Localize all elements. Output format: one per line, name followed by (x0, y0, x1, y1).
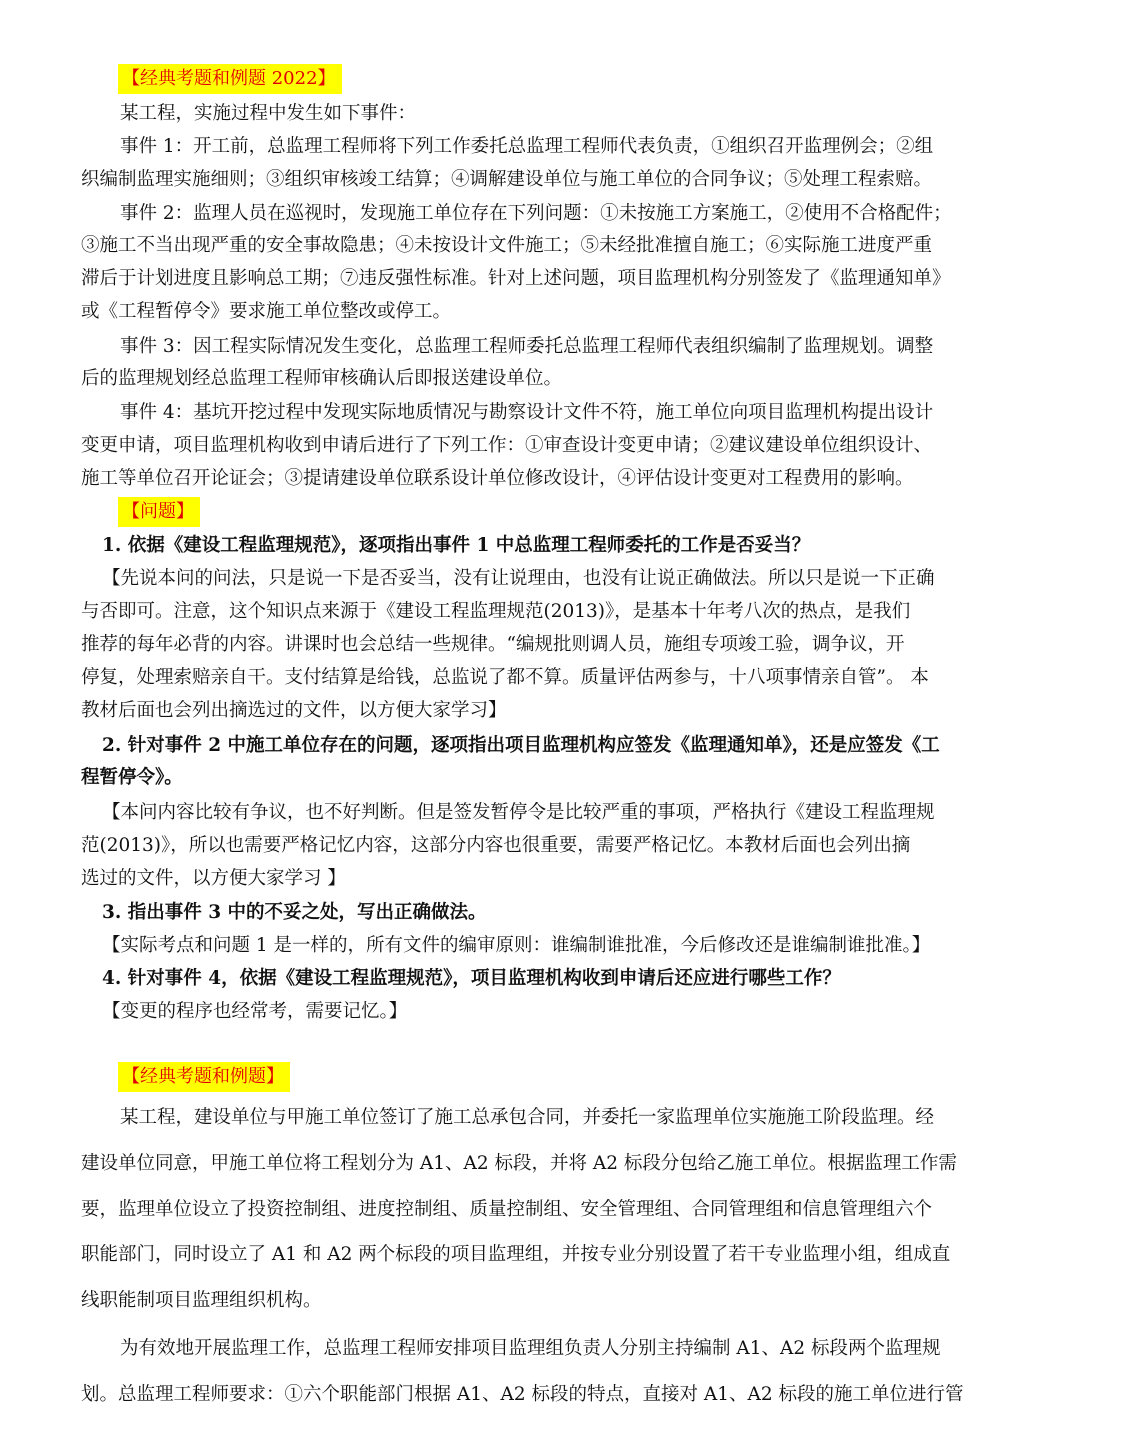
paragraph-line: 事件 2：监理人员在巡视时，发现施工单位存在下列问题：①未按施工方案施工，②使用不合格配件； (120, 203, 952, 224)
paragraph-line: 滞后于计划进度且影响总工期；⑦违反强性标准。针对上述问题，项目监理机构分别签发了《监理通知单》 (81, 268, 951, 289)
answer-note-line: 【实际考点和问题 1 是一样的，所有文件的编审原则：谁编制谁批准，今后修改还是谁编制谁批准。】 (102, 935, 931, 956)
answer-note-line: 与否即可。注意，这个知识点来源于《建设工程监理规范(2013)》，是基本十年考八次的热点，是我们 (81, 601, 911, 622)
paragraph-line: 变更申请，项目监理机构收到申请后进行了下列工作：①审查设计变更申请；②建议建设单位组织设计、 (81, 435, 933, 456)
question-1: 1. 依据《建设工程监理规范》，逐项指出事件 1 中总监理工程师委托的工作是否妥当？ (102, 535, 811, 556)
question-3: 3. 指出事件 3 中的不妥之处，写出正确做法。 (102, 902, 487, 923)
paragraph-line: 为有效地开展监理工作，总监理工程师安排项目监理组负责人分别主持编制 A1、A2 标段两个监理规 (120, 1338, 941, 1359)
paragraph-line: 事件 1：开工前，总监理工程师将下列工作委托总监理工程师代表负责，①组织召开监理例会；②组 (120, 136, 934, 157)
paragraph-line: 某工程，实施过程中发生如下事件： (120, 103, 417, 124)
paragraph-line: 建设单位同意，甲施工单位将工程划分为 A1、A2 标段，并将 A2 标段分包给乙施工单位。根据监理工作需 (81, 1153, 957, 1174)
paragraph-line: 后的监理规划经总监理工程师审核确认后即报送建设单位。 (81, 368, 563, 389)
paragraph-line: 施工等单位召开论证会；③提请建设单位联系设计单位修改设计，④评估设计变更对工程费用的影响。 (81, 468, 914, 489)
answer-note-line: 推荐的每年必背的内容。讲课时也会总结一些规律。“编规批则调人员，施组专项竣工验，调争议，开 (81, 634, 905, 655)
paragraph-line: 事件 4：基坑开挖过程中发现实际地质情况与勘察设计文件不符，施工单位向项目监理机构提出设计 (120, 402, 934, 423)
answer-note-line: 【本问内容比较有争议，也不好判断。但是签发暂停令是比较严重的事项，严格执行《建设工程监理规 (102, 802, 935, 823)
paragraph-line: 织编制监理实施细则；③组织审核竣工结算；④调解建设单位与施工单位的合同争议；⑤处理工程索赔。 (81, 169, 933, 190)
paragraph-line: 某工程，建设单位与甲施工单位签订了施工总承包合同，并委托一家监理单位实施施工阶段监理。经 (120, 1107, 935, 1128)
answer-note-line: 【变更的程序也经常考，需要记忆。】 (102, 1001, 408, 1022)
paragraph-line: 职能部门，同时设立了 A1 和 A2 两个标段的项目监理组，并按专业分别设置了若干专业监理小组，组成直 (81, 1244, 951, 1265)
paragraph-line: 线职能制项目监理组织机构。 (81, 1290, 322, 1311)
question-4: 4. 针对事件 4，依据《建设工程监理规范》，项目监理机构收到申请后还应进行哪些工作？ (102, 968, 841, 989)
paragraph-line: 划。总监理工程师要求：①六个职能部门根据 A1、A2 标段的特点，直接对 A1、A2 标段的施工单位进行管 (81, 1384, 964, 1405)
paragraph-line: 要，监理单位设立了投资控制组、进度控制组、质量控制组、安全管理组、合同管理组和信息管理组六个 (81, 1199, 933, 1220)
section-tag-questions: 【问题】 (118, 497, 200, 527)
answer-note-line: 选过的文件，以方便大家学习 】 (81, 868, 346, 889)
paragraph-line: 事件 3：因工程实际情况发生变化，总监理工程师委托总监理工程师代表组织编制了监理规划。调整 (120, 336, 934, 357)
answer-note-line: 范(2013)》，所以也需要严格记忆内容，这部分内容也很重要，需要严格记忆。本教材后面也会列出摘 (81, 835, 911, 856)
paragraph-line: 或《工程暂停令》要求施工单位整改或停工。 (81, 301, 452, 322)
question-2-cont: 程暂停令》。 (81, 767, 183, 788)
answer-note-line: 教材后面也会列出摘选过的文件，以方便大家学习】 (81, 700, 507, 721)
section-tag-classic-2022: 【经典考题和例题 2022】 (118, 64, 342, 94)
question-2: 2. 针对事件 2 中施工单位存在的问题，逐项指出项目监理机构应签发《监理通知单》，还是应签发《工 (102, 735, 940, 756)
section-tag-classic: 【经典考题和例题】 (118, 1062, 290, 1092)
answer-note-line: 【先说本问的问法，只是说一下是否妥当，没有让说理由，也没有让说正确做法。所以只是说一下正确 (102, 568, 935, 589)
answer-note-line: 停复，处理索赔亲自干。支付结算是给钱，总监说了都不算。质量评估两参与，十八项事情亲自管”。 本 (81, 667, 929, 688)
paragraph-line: ③施工不当出现严重的安全事故隐患；④未按设计文件施工；⑤未经批准擅自施工；⑥实际施工进度严重 (81, 235, 933, 256)
